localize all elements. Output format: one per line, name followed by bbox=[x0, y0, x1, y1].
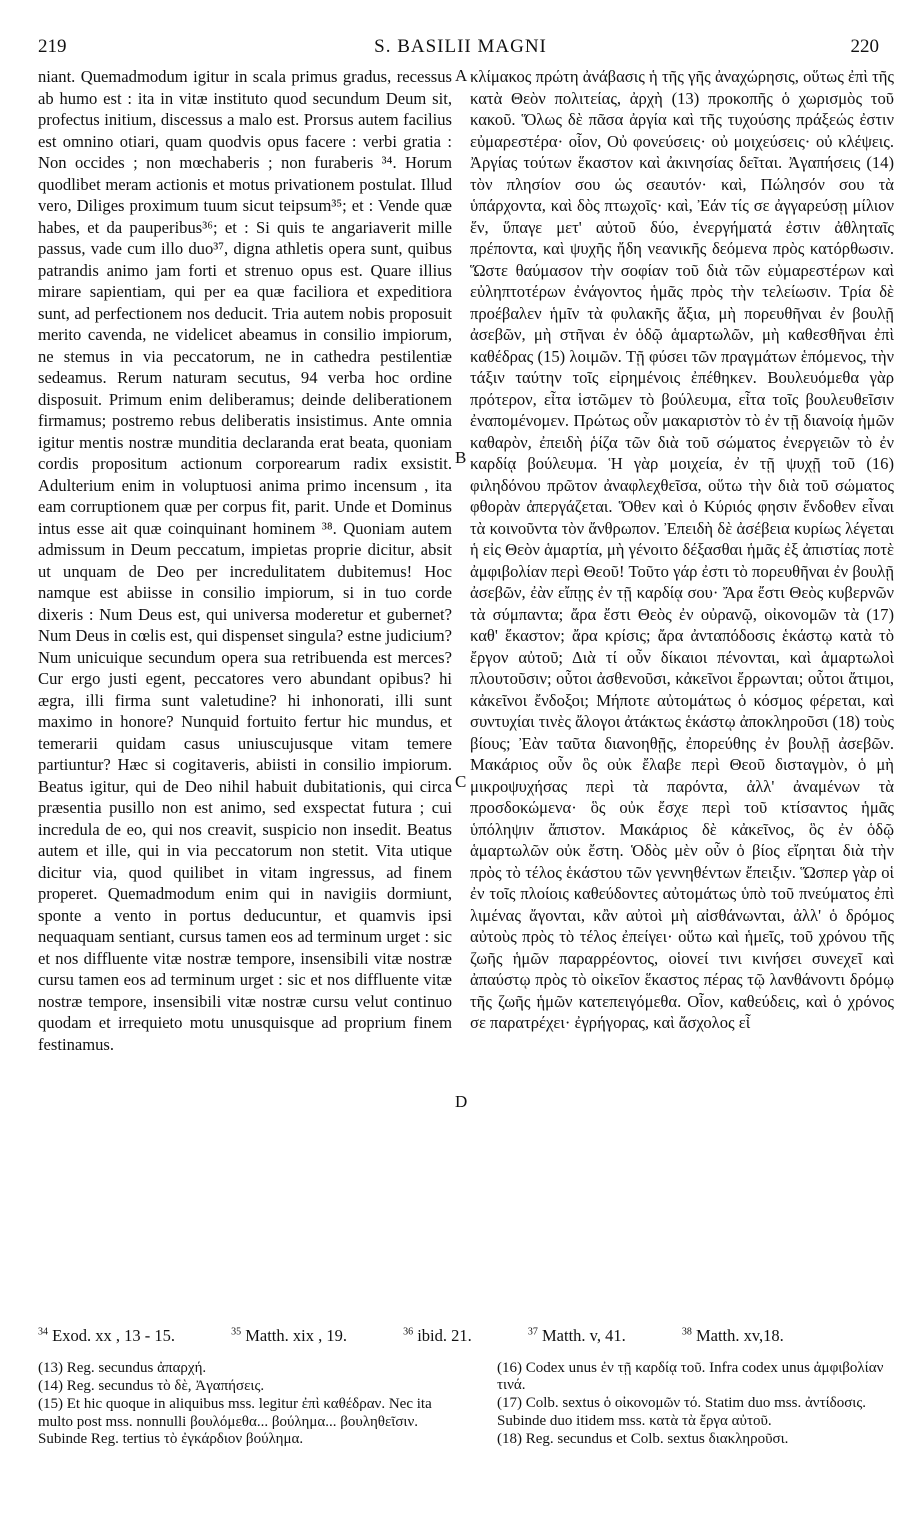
reference-item: $^{38}$ Matth. xv,18. bbox=[681, 1326, 784, 1345]
latin-column bbox=[38, 66, 452, 1055]
footnotes-left bbox=[38, 1360, 442, 1449]
page-number-right: 220 bbox=[850, 36, 879, 57]
running-header bbox=[0, 36, 921, 60]
page-number-left: 219 bbox=[38, 36, 67, 57]
scripture-references bbox=[38, 1326, 898, 1346]
footnote: (18) Reg. secundus et Colb. sextus διακληροῦσι. bbox=[497, 1430, 789, 1447]
reference-item: $^{35}$ Matth. xix , 19. bbox=[231, 1326, 347, 1345]
reference-item: $^{36}$ ibid. 21. bbox=[403, 1326, 472, 1345]
footnotes-right bbox=[497, 1360, 897, 1449]
running-title: S. BASILII MAGNI bbox=[374, 36, 547, 57]
footnote: (16) Codex unus ἐν τῇ καρδίᾳ τοῦ. Infra codex unus ἀμφιβολίαν τινά. bbox=[497, 1360, 884, 1394]
margin-marker-d: D bbox=[455, 1092, 468, 1111]
footnote: (17) Colb. sextus ὁ οἰκονομῶν τό. Statim duo mss. ἀντίδοσις. Subinde duo itidem mss. κατὰ τὰ ἔργα αὐτοῦ. bbox=[497, 1395, 867, 1429]
margin-marker-a: A bbox=[455, 66, 468, 85]
footnote: (14) Reg. secundus τὸ δὲ, Ἀγαπήσεις. bbox=[38, 1378, 265, 1395]
greek-column bbox=[470, 66, 894, 1034]
margin-marker-c: C bbox=[455, 772, 467, 791]
footnote: (15) Et hic quoque in aliquibus mss. legitur ἐπὶ καθέδραν. Nec ita multo post mss. nonnulli βουλόμεθα... βούλημα... βουληθεῖσιν. Subinde Reg. tertius τὸ ἐγκάρδιον βούλημα. bbox=[38, 1396, 432, 1447]
greek-text: κλίμακος πρώτη ἀνάβασις ἡ τῆς γῆς ἀναχώρησις, οὕτως ἐπὶ τῆς κατὰ Θεὸν πολιτείας, ἀρχὴ (13) προκοπῆς ὁ χωρισμὸς τοῦ κακοῦ. Ὅλως δὲ πᾶσα ἀργία καὶ τῆς τυχούσης πράξεώς ἐστιν εὐμαρεστέρα· οἷον, Οὐ φονεύσεις· οὐ μοιχεύσεις· οὐ κλέψεις. Ἀργίας τούτων ἕκαστον καὶ ἀκινησίας δεῖται. Ἀγαπήσεις (14) τὸν πλησίον σου ὡς σεαυτόν· καὶ, Πώλησόν σου τὰ ὑπάρχοντα, καὶ δὸς πτωχοῖς· καὶ, Ἐάν τίς σε ἀγγαρεύσῃ μίλιον ἕν, ὕπαγε μετ' αὐτοῦ δύο, ἐνεργήματά ἐστιν ἀθληταῖς πρέποντα, καὶ ψυχῆς ἤδη νεανικῆς δεόμενα πρὸς κατόρθωσιν. Ὥστε θαύμασον τὴν σοφίαν τοῦ διὰ τῶν εὐμαρεστέρων καὶ εὐληπτοτέρων ἐνάγοντος ἡμᾶς πρὸς τὴν τελείωσιν. Τρία δὲ προέβαλεν ἡμῖν τὰ φυλακῆς ἄξια, μὴ πορευθῆναι ἐν βουλῇ ἀσεβῶν, μὴ στῆναι ἐν ὁδῷ ἁμαρτωλῶν, μὴ καθεσθῆναι ἐπὶ καθέδρας (15) λοιμῶν. Τῇ φύσει τῶν πραγμάτων ἑπόμενος, τὴν τάξιν ταύτην τοῖς εἰρημένοις ἐπέθηκεν. Βουλευόμεθα γὰρ πρότερον, εἶτα ἱστῶμεν τὸ βούλευμα, εἶτα τοῖς βουλευθεῖσιν ἐναπομένομεν. Πρώτως οὖν μακαριστὸν τὸ ἐν τῇ διανοίᾳ ἡμῶν καθαρὸν, ἐπειδὴ ῥίζα τῶν διὰ τοῦ σώματος ἐνεργειῶν τὸ ἐν καρδίᾳ βούλευμα. Ἡ γὰρ μοιχεία, ἐν τῇ ψυχῇ τοῦ (16) φιληδόνου πρῶτον ἀναφλεχθεῖσα, οὕτω τὴν διὰ τοῦ σώματος φθορὰν ἀπεργάζεται. Ὅθεν καὶ ὁ Κύριός φησιν ἔνδοθεν εἶναι τὰ κοινοῦντα τὸν ἄνθρωπον. Ἐπειδὴ δὲ ἀσέβεια κυρίως λέγεται ἡ εἰς Θεὸν ἁμαρτία, μὴ γένοιτο δέξασθαι ἡμᾶς ἐξ ἀπιστίας ποτὲ ἀμφιβολίαν περὶ Θεοῦ! Τοῦτο γάρ ἐστι τὸ πορευθῆναι ἐν βουλῇ ἀσεβῶν, ἐὰν εἴπῃς ἐν τῇ καρδίᾳ σου· Ἄρα ἔστι Θεὸς κυβερνῶν τὰ σύμπαντα; ἄρα ἔστι Θεὸς ἐν οὐρανῷ, οἰκονομῶν τὰ (17) καθ' ἕκαστον; ἄρα κρίσις; ἄρα ἀνταπόδοσις ἑκάστῳ κατὰ τὸ ἔργον αὐτοῦ; Διὰ τί οὖν δίκαιοι πένονται, καὶ ἁμαρτωλοὶ πλουτοῦσιν; οὗτοι ἀσθενοῦσι, κἀκεῖνοι ἔρρωνται; οὗτοι ἄτιμοι, κἀκεῖνοι ἔνδοξοι; Μήποτε αὐτομάτως ὁ κόσμος φέρεται, καὶ συντυχίαι τινὲς ἄλογοι ἀτάκτως ἑκάστῳ ἀποκληροῦσι (18) τοὺς βίους; Ἐὰν ταῦτα διανοηθῇς, ἐπορεύθης ἐν βουλῇ ἀσεβῶν. Μακάριος οὖν ὃς οὐκ ἔλαβε περὶ Θεοῦ δισταγμὸν, ὁ μὴ μικροψυχήσας περὶ τὰ παρόντα, ἀλλ' ἀναμένων τὰ προσδοκώμενα· ὃς οὐκ ἔσχε περὶ τοῦ κτίσαντος ἡμᾶς ὑπόληψιν ἄπιστον. Μακάριος δὲ κἀκεῖνος, ὃς ἐν ὁδῷ ἁμαρτωλῶν οὐκ ἔστη. Ὁδὸς μὲν οὖν ὁ βίος εἴρηται διὰ τὴν πρὸς τὸ τέλος ἑκάστου τῶν γεννηθέντων ἔπειξιν. Ὥσπερ γὰρ οἱ ἐν τοῖς πλοίοις καθεύδοντες αὐτομάτως ὑπὸ τοῦ πνεύματος ἐπὶ λιμένας ἄγονται, κἂν αὐτοὶ μὴ αἰσθάνωνται, ἀλλ' ὁ δρόμος αὐτοὺς πρὸς τὸ τέλος ἐπείγει· οὕτω καὶ ἡμεῖς, τοῦ χρόνου τῆς ζωῆς ἡμῶν παραρρέοντος, οἱονεί τινι κινήσει συνεχεῖ καὶ ἀπαύστῳ πρὸς τὸ οἰκεῖον ἕκαστος πέρας τῷ λανθάνοντι δρόμῳ τῆς ζωῆς ἡμῶν κατεπειγόμεθα. Οἷον, καθεύδεις, καὶ ὁ χρόνος σε παρατρέχει· ἐγρήγορας, καὶ ἄσχολος εἶ bbox=[470, 67, 894, 1032]
latin-text: niant. Quemadmodum igitur in scala primus gradus, recessus ab humo est : ita in vitæ instituto quod secundum Deum sit, profectus initium, discessus a malo est. Prorsus autem facilius est omnino otiari, quam quodvis opus facere : verbi gratia : Non occides ; non mœchaberis ; non furaberis ³⁴. Horum quodlibet meram actionis et motus privationem postulat. Illud vero, Diliges proximum tuum sicut teipsum³⁵; et : Vende quæ habes, et da pauperibus³⁶; et : Si quis te angariaverit mille passus, vade cum illo duo³⁷, digna athletis opera sunt, quibus patrandis animo jam forti et strenuo opus est. Quare illius mirare sapientiam, qui per ea quæ faciliora et expeditiora sunt, ad perfectionem nos deducit. Tria autem nobis proposuit merito cavenda, ne videlicet abeamus in consilio impiorum, ne stemus in via peccatorum, ne in cathedra pestilentiæ sedeamus. Rerum naturam secutus, 94 verba hoc ordine disposuit. Primum enim deliberamus; deinde deliberationem firmamus; postremo rebus deliberatis insistimus. Ante omnia igitur mentis nostræ munditia declaranda erat beata, quoniam cordis propositum actionum corporearum radix exsistit. Adulterium enim in voluptuosi anima primo incensum , ita eam corruptionem quæ per corpus fit, parit. Unde et Dominus intus esse ait quæ coinquinant hominem ³⁸. Quoniam autem admissum in Deum peccatum, impietas proprie dicitur, absit ut unquam de Deo per incredulitatem dubitemus! Hoc namque est abiisse in consilio impiorum, si in tuo corde dixeris : Num Deus est, qui universa moderetur et gubernet? Num Deus in cœlis est, qui dispenset singula? estne judicium? Num unicuique secundum opera sua retribuenda est merces? Cur ergo justi egent, peccatores vero abundant opibus? hi ægra, illi firma sunt valetudine? hi inhonorati, illi sunt maximo in honore? Nunquid fortuito fertur hic mundus, et temerarii quidam casus uniuscujusque vitam temere partiuntur? Hæc si cogitaveris, abiisti in consilio impiorum. Beatus igitur, qui de Deo nihil habuit dubitationis, qui circa præsentia pusillo non est animo, sed exspectat futura ; cui incredula de eo, qui nos creavit, suspicio non insedit. Beatus autem et ille, qui in via peccatorum non stetit. Vita utique dicitur via, quod quilibet in vitam ingressus, ad finem properet. Quemadmodum enim qui in navigiis dormiunt, sponte a vento in portus deducuntur, et quamvis ipsi nequaquam sentiant, cursus tamen eos ad terminum urget : sic et nos diffluente vitæ nostræ tempore, insensibili vitæ nostræ cursu tamen eos ad terminum urget : sic et nos diffluente vitæ nostræ tempore, insensibili vitæ nostræ cursu velut continuo quodam et irrequieto motu unusquisque ad proprium finem festinamus. bbox=[38, 67, 452, 1054]
reference-item: $^{37}$ Matth. v, 41. bbox=[527, 1326, 626, 1345]
footnote: (13) Reg. secundus ἀπαρχή. bbox=[38, 1360, 207, 1376]
reference-item: $^{34}$ Exod. xx , 13 - 15. bbox=[38, 1326, 175, 1345]
margin-marker-b: B bbox=[455, 448, 467, 467]
